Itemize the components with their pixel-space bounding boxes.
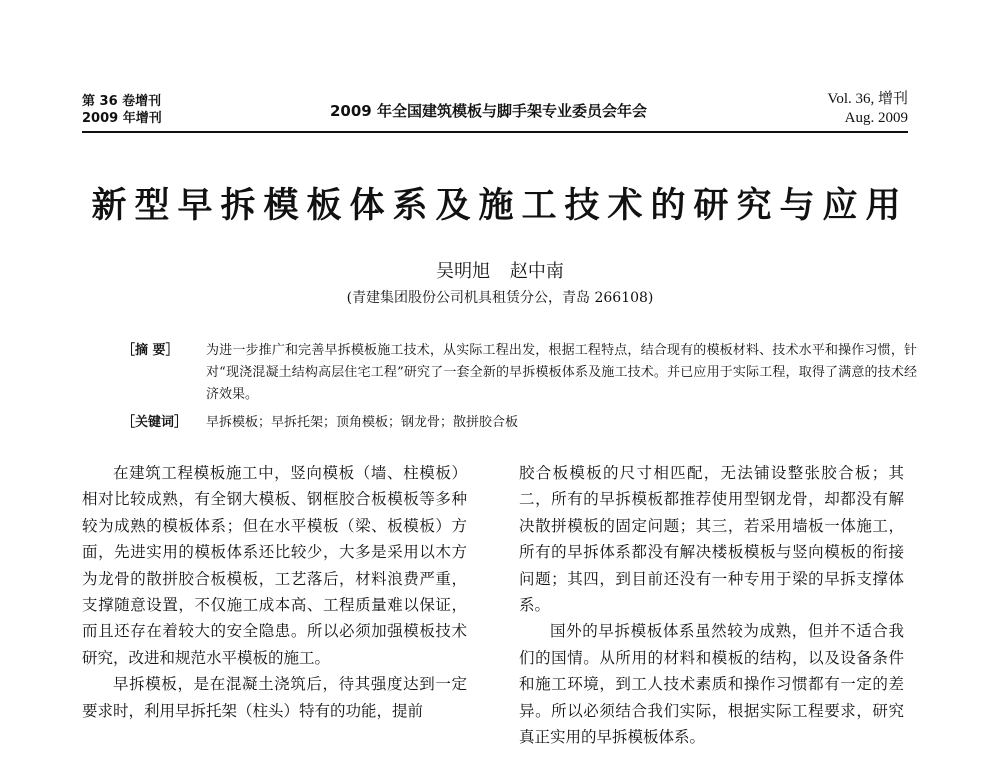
author-affiliation: (青建集团股份公司机具租赁分公，青岛 266108) <box>346 290 654 306</box>
journal-year-line: 2009 年增刊 <box>82 111 162 126</box>
journal-volume-en-line: Vol. 36, 增刊 <box>827 91 908 107</box>
body-column-right <box>519 460 904 750</box>
conference-name: 2009 年全国建筑模板与脚手架专业委员会年会 <box>330 102 647 120</box>
journal-volume <box>82 93 162 127</box>
keywords-label: ［关键词］ <box>122 415 188 430</box>
paragraph: 国外的早拆模板体系虽然较为成熟，但并不适合我们的国情。从所用的材料和模板的结构，以及设备条件和施工环境，到工人技术素质和操作习惯都有一定的差异。所以必须结合我们实际，根据实际工程要求，研究真正实用的早拆模板体系。 <box>519 622 904 747</box>
paper-authors: 吴明旭 赵中南 <box>436 261 564 282</box>
paragraph: 在建筑工程模板施工中，竖向模板（墙、柱模板）相对比较成熟，有全钢大模板、钢框胶合板模板等多种较为成熟的模板体系；但在水平模板（梁、板模板）方面，先进实用的模板体系还比较少，大多是采用以木方为龙骨的散拼胶合板模板，工艺落后，材料浪费严重，支撑随意设置，不仅施工成本高、工程质量难以保证，而且还存在着较大的安全隐患。所以必须加强模板技术研究，改进和规范水平模板的施工。 <box>82 464 467 667</box>
abstract-block <box>122 340 917 406</box>
body-column-left <box>82 460 467 724</box>
journal-volume-line: 第 36 卷增刊 <box>82 94 162 109</box>
paper-title: 新型早拆模板体系及施工技术的研究与应用 <box>91 185 909 226</box>
paragraph: 早拆模板，是在混凝土浇筑后，待其强度达到一定要求时，利用早拆托架（柱头）特有的功能，提前 <box>82 675 467 720</box>
journal-date-en-line: Aug. 2009 <box>844 110 908 126</box>
journal-volume-en <box>827 90 908 128</box>
keywords-text: 早拆模板；早拆托架；顶角模板；钢龙骨；散拼胶合板 <box>206 415 519 430</box>
paragraph: 胶合板模板的尺寸相匹配，无法铺设整张胶合板；其二，所有的早拆模板都推荐使用型钢龙骨，却都没有解决散拼模板的固定问题；其三，若采用墙板一体施工，所有的早拆体系都没有解决楼板模板与竖向模板的衔接问题；其四，到目前还没有一种专用于梁的早拆支撑体系。 <box>519 464 904 615</box>
keywords-block <box>122 412 917 434</box>
header-rule <box>82 131 908 133</box>
abstract-text: 为进一步推广和完善早拆模板施工技术，从实际工程出发，根据工程特点，结合现有的模板材料、技术水平和操作习惯，针对“现浇混凝土结构高层住宅工程”研究了一套全新的早拆模板体系及施工技术。并已应用于实际工程，取得了满意的技术经济效果。 <box>206 343 917 402</box>
abstract-label: ［摘 要］ <box>122 343 179 358</box>
